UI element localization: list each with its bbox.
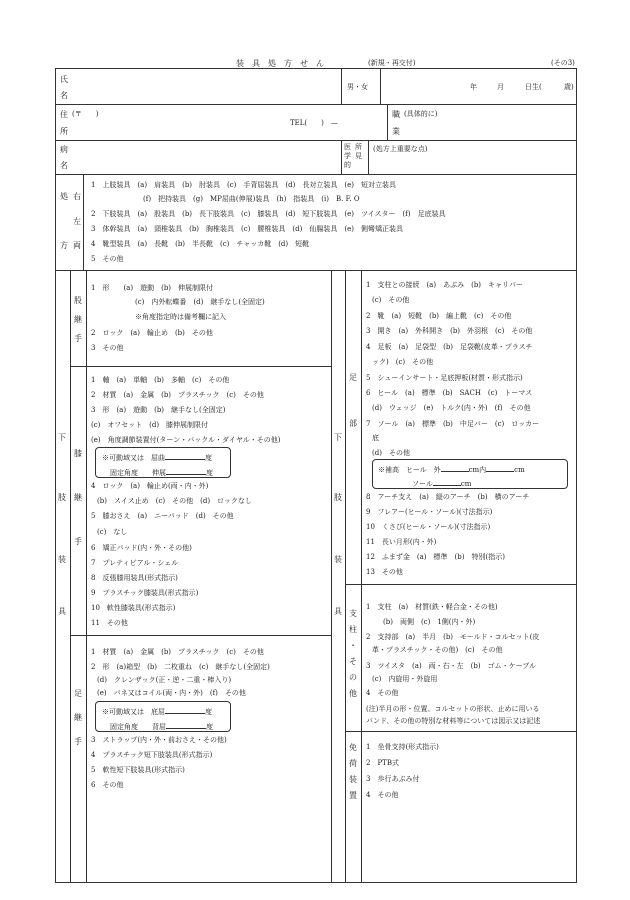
foot-line: 3 開き (a) 外科開き (b) 外羽根 (c) その他 — [366, 327, 533, 335]
rule — [70, 635, 331, 636]
ankle-line: (d) クレンザック(正・逆・二重・棒入り) — [97, 676, 232, 684]
lift-unit: cm — [468, 466, 480, 474]
ankle-angle-blank[interactable] — [165, 706, 205, 714]
rule — [345, 270, 346, 883]
hip-label: 継 — [74, 315, 82, 324]
hip-line: 2 ロック (a) 輪止め (b) その他 — [91, 329, 213, 337]
brace-line: 1 支柱 (a) 材質(鉄・軽合金・その他) — [366, 603, 498, 611]
disease-label: 名 — [60, 161, 68, 170]
knee-angle-text: ※可動域又は 屈曲 — [102, 454, 165, 462]
foot-line: (c) その他 — [372, 296, 410, 304]
postal-field[interactable]: (〒 ) — [72, 110, 99, 118]
foot-outer-label: 具 — [334, 607, 342, 616]
hip-line: (c) 内外転蝶番 (d) 継手なし(全固定) — [135, 298, 265, 306]
knee-line: 9 プラスチック膝装具(形式指示) — [91, 589, 199, 597]
brace-line: (b) 両側 (c) 1側(内・外) — [383, 618, 476, 626]
prescription-line: 1 上肢装具 (a) 肩装具 (b) 肘装具 (c) 手背屈装具 (d) 長対立装具 (e) 短対立装具 — [91, 181, 396, 189]
unload-line: 4 その他 — [366, 791, 399, 799]
prescription-line: 2 下肢装具 (a) 股装具 (b) 長下肢装具 (c) 膝装具 (d) 短下肢装具 (e) ツイスター (f) 足底装具 — [91, 210, 446, 218]
knee-angle-text: 固定角度 伸展 — [110, 469, 166, 477]
lift-blank[interactable] — [486, 464, 514, 472]
prescription-label: 処 — [60, 192, 68, 201]
ankle-line: 4 プラスチック短下肢装具(形式指示) — [91, 751, 213, 759]
birth-day: 日生( — [525, 83, 542, 91]
knee-line: 5 膝おさえ (a) ニーパッド (d) その他 — [91, 512, 234, 520]
job-label: 業 — [392, 127, 400, 136]
knee-line: (c) オフセット (d) 膝伸展制限付 — [91, 421, 209, 429]
brace-note: バンド、その他の特別な材料等については図示又は記述 — [366, 717, 541, 725]
ankle-angle-text: ※可動域又は 底屈 — [102, 708, 165, 716]
hip-line: 3 その他 — [91, 344, 124, 352]
rule — [341, 140, 342, 174]
hip-label: 股 — [74, 296, 82, 305]
rule — [380, 68, 381, 104]
lower-label: 具 — [58, 607, 66, 616]
lift-unit: cm — [460, 480, 472, 488]
foot-line: (d) ウェッジ (e) トルク(内・外) (f) その他 — [372, 404, 531, 412]
brace-label: 支 — [349, 609, 357, 618]
hip-line: ※角度指定時は備考欄に記入 — [135, 313, 226, 321]
prescription-line: 3 体幹装具 (a) 頸椎装具 (b) 胸椎装具 (c) 腰椎装具 (d) 仙腸装具 (e) 側彎矯正装具 — [91, 225, 403, 233]
side-right[interactable]: 右 — [73, 192, 81, 201]
doctor-label-char: 見 — [355, 152, 362, 160]
knee-line: 7 プレティビアル・シェル — [91, 559, 179, 567]
form-title: 装 具 処 方 せ ん — [236, 59, 324, 68]
knee-line: 3 形 (a) 遊動 (b) 継手なし(全固定) — [91, 406, 226, 414]
lift-unit: cm — [514, 466, 525, 474]
unload-label: 置 — [349, 791, 357, 800]
rule — [387, 104, 388, 140]
brace-line: 4 その他 — [366, 689, 399, 697]
rule — [55, 104, 577, 105]
doctor-label-char: 的 — [344, 161, 351, 169]
knee-angle-blank[interactable] — [166, 467, 206, 475]
address-label: 所 — [60, 127, 68, 136]
lift-blank[interactable] — [433, 478, 461, 486]
knee-angle-blank[interactable] — [165, 452, 205, 460]
foot-line: (d) その他 — [372, 449, 410, 457]
ankle-angle-line — [110, 721, 213, 731]
knee-angle-unit: 度 — [206, 469, 213, 477]
rule — [70, 270, 71, 883]
rule — [70, 366, 331, 367]
ankle-label: 手 — [74, 737, 82, 746]
foot-line: ック) (c) その他 — [372, 358, 434, 366]
knee-label: 継 — [74, 493, 82, 502]
hip-label: 手 — [74, 334, 82, 343]
prescription-label: 方 — [60, 241, 68, 250]
name-label: 氏 — [60, 75, 68, 84]
knee-line: 4 ロック (a) 輪止め(両・内・外) — [91, 482, 209, 490]
knee-angle-line — [110, 467, 213, 477]
foot-line: 5 シューインサート・足底押板(材質・形式指示) — [366, 374, 523, 382]
rule — [368, 140, 369, 174]
knee-line: 10 軟性膝装具(形式指示) — [91, 604, 176, 612]
birth-year: 年 — [470, 83, 477, 91]
ankle-angle-unit: 度 — [205, 708, 212, 716]
sex-field[interactable]: 男・女 — [347, 83, 368, 91]
unload-label: 装 — [349, 775, 357, 784]
address-label: 住 — [60, 110, 68, 119]
tel-field[interactable]: TEL( ) — — [290, 119, 338, 127]
lift-inner: 内 — [479, 466, 487, 474]
lift-text: ソール — [412, 480, 433, 488]
doctor-label-char: 学 — [344, 152, 351, 160]
ankle-line: (e) バネ又はコイル(両・内・外) (f) その他 — [97, 689, 246, 697]
knee-line: 6 矯正パッド(内・外・その他) — [91, 544, 192, 552]
foot-outer-label: 下 — [334, 433, 342, 442]
knee-label: 手 — [74, 537, 82, 546]
unload-label: 免 — [349, 743, 357, 752]
knee-label: 膝 — [74, 449, 82, 458]
job-note: (具体的に) — [404, 110, 438, 118]
lift-line — [412, 478, 471, 488]
hip-line: 1 形 (a) 遊動 (b) 伸展制限付 — [91, 284, 214, 292]
brace-label: ・ — [349, 641, 357, 650]
foot-line: 1 支柱との接続 (a) あぶみ (b) キャリパー — [366, 281, 523, 289]
foot-line: 13 その他 — [366, 568, 403, 576]
lift-line — [378, 464, 525, 474]
brace-label: そ — [349, 657, 357, 666]
foot-line: 2 靴 (a) 短靴 (b) 編上靴 (c) その他 — [366, 312, 512, 320]
brace-label: の — [349, 673, 357, 682]
ankle-angle-text: 固定角度 背屈 — [110, 723, 166, 731]
rule — [341, 68, 342, 104]
rule — [83, 174, 84, 270]
foot-label: 足 — [349, 373, 357, 382]
brace-line: 3 ツイスタ (a) 両・右・左 (b) ゴム・ケーブル — [366, 662, 536, 670]
form-subtitle: (新規・再交付) — [368, 59, 416, 67]
disease-label: 病 — [60, 145, 68, 154]
birth-month: 月 — [497, 83, 504, 91]
foot-line: 8 アーチ支え (a) 縦のアーチ (b) 横のアーチ — [366, 493, 530, 501]
ankle-line: 1 材質 (a) 金属 (b) プラスチック (c) その他 — [91, 648, 264, 656]
brace-label: 柱 — [349, 625, 357, 634]
unload-label: 荷 — [349, 759, 357, 768]
rule — [86, 270, 87, 883]
foot-line: 7 ソール (a) 標準 (b) 中足バー (c) ロッカー — [366, 420, 540, 428]
foot-label: 部 — [349, 419, 357, 428]
ankle-line: 3 ストラップ(内・外・前おさえ・その他) — [91, 736, 227, 744]
knee-angle-unit: 度 — [205, 454, 212, 462]
knee-line: 11 その他 — [91, 619, 128, 627]
rule — [55, 174, 577, 175]
brace-label: 他 — [349, 689, 357, 698]
rule — [331, 270, 332, 883]
page-number: (その3) — [551, 59, 575, 67]
foot-line: 11 長い月形(内・外) — [366, 538, 437, 546]
foot-line: 9 フレアー(ヒール・ソール)(寸法指示) — [366, 508, 493, 516]
brace-line: (c) 内旋用・外旋用 — [372, 675, 438, 683]
unload-line: 1 坐骨支持(形式指示) — [366, 743, 439, 751]
ankle-angle-unit: 度 — [206, 723, 213, 731]
knee-line: 1 軸 (a) 単軸 (b) 多軸 (c) その他 — [91, 376, 230, 384]
prescription-line: (f) 把持装具 (g) MP屈曲(伸展)装具 (h) 指装具 (i) B. F. O — [143, 195, 360, 203]
ankle-label: 足 — [74, 689, 82, 698]
job-label: 職 — [392, 110, 400, 119]
brace-note: (注)半月の形・位置、コルセットの形状、止めに用いる — [366, 705, 540, 713]
foot-line: 6 ヒール (a) 標準 (b) SACH (c) トーマス — [366, 389, 533, 397]
knee-line: (b) スイス止め (c) その他 (d) ロックなし — [97, 497, 252, 505]
prescription-line: 4 靴型装具 (a) 長靴 (b) 半長靴 (c) チャッカ靴 (d) 短靴 — [91, 240, 310, 248]
brace-line: 革・プラスチック・その他) (c) その他 — [372, 646, 503, 654]
ankle-angle-line — [102, 706, 212, 716]
knee-angle-line — [102, 452, 212, 462]
lower-label: 肢 — [58, 493, 66, 502]
rule — [55, 270, 577, 271]
foot-line: 10 くさび(ヒール・ソール)(寸法指示) — [366, 523, 491, 531]
rule — [55, 140, 577, 141]
lower-label: 装 — [58, 555, 66, 564]
knee-line: (e) 角度調節装置付(ターン・バックル・ダイヤル・その他) — [91, 436, 281, 444]
foot-line: 12 ふまず金 (a) 標準 (b) 特別(指示) — [366, 553, 505, 561]
name-label: 名 — [60, 91, 68, 100]
foot-line: 底 — [372, 434, 379, 442]
ankle-label: 継 — [74, 713, 82, 722]
ankle-line: 6 その他 — [91, 781, 124, 789]
prescription-line: 5 その他 — [91, 255, 124, 263]
brace-line: 2 支持部 (a) 半月 (b) モールド・コルセット(皮 — [366, 633, 540, 641]
knee-line: (c) なし — [97, 528, 128, 536]
doctor-label-char: 所 — [355, 143, 362, 151]
ankle-angle-blank[interactable] — [166, 721, 206, 729]
doctor-label-char: 医 — [344, 143, 351, 151]
lift-blank[interactable] — [441, 464, 469, 472]
rule — [345, 731, 577, 732]
age-field: 歳) — [564, 83, 574, 91]
knee-line: 8 反張膝用装具(形式指示) — [91, 574, 178, 582]
unload-line: 3 歩行あぶみ付 — [366, 775, 420, 783]
foot-outer-label: 肢 — [334, 493, 342, 502]
knee-line: 2 材質 (a) 金属 (b) プラスチック (c) その他 — [91, 391, 264, 399]
doctor-note: (処方上重要な点) — [373, 145, 428, 153]
foot-line: 4 足板 (a) 足袋型 (b) 足袋靴(皮革・プラスチ — [366, 343, 533, 351]
lift-text: ※補高 ヒール 外 — [378, 466, 441, 474]
foot-outer-label: 装 — [334, 555, 342, 564]
side-left[interactable]: 左 — [73, 217, 81, 226]
rule — [361, 270, 362, 883]
ankle-line: 5 軟性短下肢装具(形式指示) — [91, 766, 185, 774]
lower-label: 下 — [58, 433, 66, 442]
side-both[interactable]: 両 — [73, 241, 81, 250]
rule — [345, 584, 577, 585]
ankle-line: 2 形 (a)箱型 (b) 二枚重ね (c) 継手なし(全固定) — [91, 663, 270, 671]
unload-line: 2 PTB式 — [366, 759, 399, 767]
